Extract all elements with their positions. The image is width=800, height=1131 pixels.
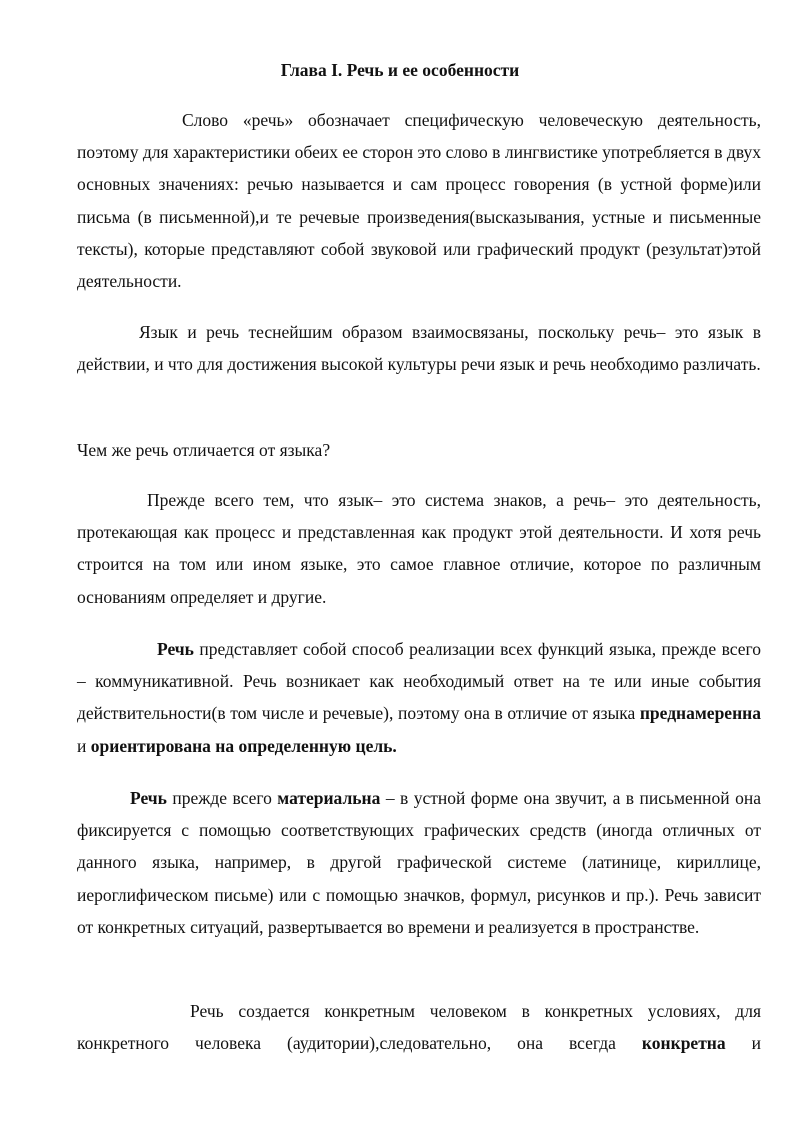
paragraph-7-text-1: Речь создается конкретным человеком в конкретных условиях, для конкретного человека (аудитории),следовательно, она всегда [77, 1001, 761, 1054]
bold-term-goal-oriented: ориентирована на определенную цель. [90, 735, 397, 756]
paragraph-5-text-2: и [77, 735, 91, 756]
bold-term-speech: Речь [157, 639, 194, 659]
bold-term-intentional: преднамеренна [639, 703, 761, 724]
paragraph-6 [77, 782, 761, 943]
bold-term-concrete: конкретна [641, 1033, 726, 1054]
paragraph-2: Язык и речь теснейшим образом взаимосвязаны, поскольку речь– это язык в действии, и что для достижения высокой культуры речи язык и речь необходимо различать. [77, 322, 761, 375]
bold-term-material: материальна [277, 788, 381, 808]
paragraph-1: Слово «речь» обозначает специфическую человеческую деятельность, поэтому для характеристики обеих ее сторон это слово в лингвистике употребляется в двух основных значениях: речью называется и сам процесс говорения (в устной форме)или письма (в письменной),и те речевые произведения(высказывания, устные и письменные тексты), которые представляют собой звуковой или графический продукт (результат)этой деятельности. [77, 110, 761, 292]
bold-term-speech-2: Речь [130, 788, 167, 808]
paragraph-6-text-2: – в устной форме она звучит, а в письменной она фиксируется с помощью соответствующих графических средств (иногда отличных от данного языка, например, в другой графической системе (латинице, кириллице, иероглифическом письме) или с помощью значков, формул, рисунков и пр.). Речь зависит от конкретных ситуаций, развертывается во времени и реализуется в пространстве. [77, 788, 761, 937]
chapter-title: Глава I. Речь и ее особенности [280, 60, 520, 80]
paragraph-4: Прежде всего тем, что язык– это система знаков, а речь– это деятельность, протекающая как процесс и представленная как продукт этой деятельности. И хотя речь строится на том или ином языке, это самое главное отличие, которое по различным основаниям определяет и другие. [77, 490, 761, 607]
paragraph-7 [77, 995, 761, 1059]
paragraph-7-text-2: и [725, 1033, 761, 1054]
paragraph-6-text-1: прежде всего [166, 788, 278, 808]
paragraph-5-text-1: представляет собой способ реализации всех функций языка, прежде всего – коммуникативной. Речь возникает как необходимый ответ на те или иные события действительности(в том числе и речевые), поэтому она в отличие от языка [77, 639, 761, 724]
paragraph-3-question: Чем же речь отличается от языка? [77, 440, 331, 460]
paragraph-5 [77, 633, 761, 762]
